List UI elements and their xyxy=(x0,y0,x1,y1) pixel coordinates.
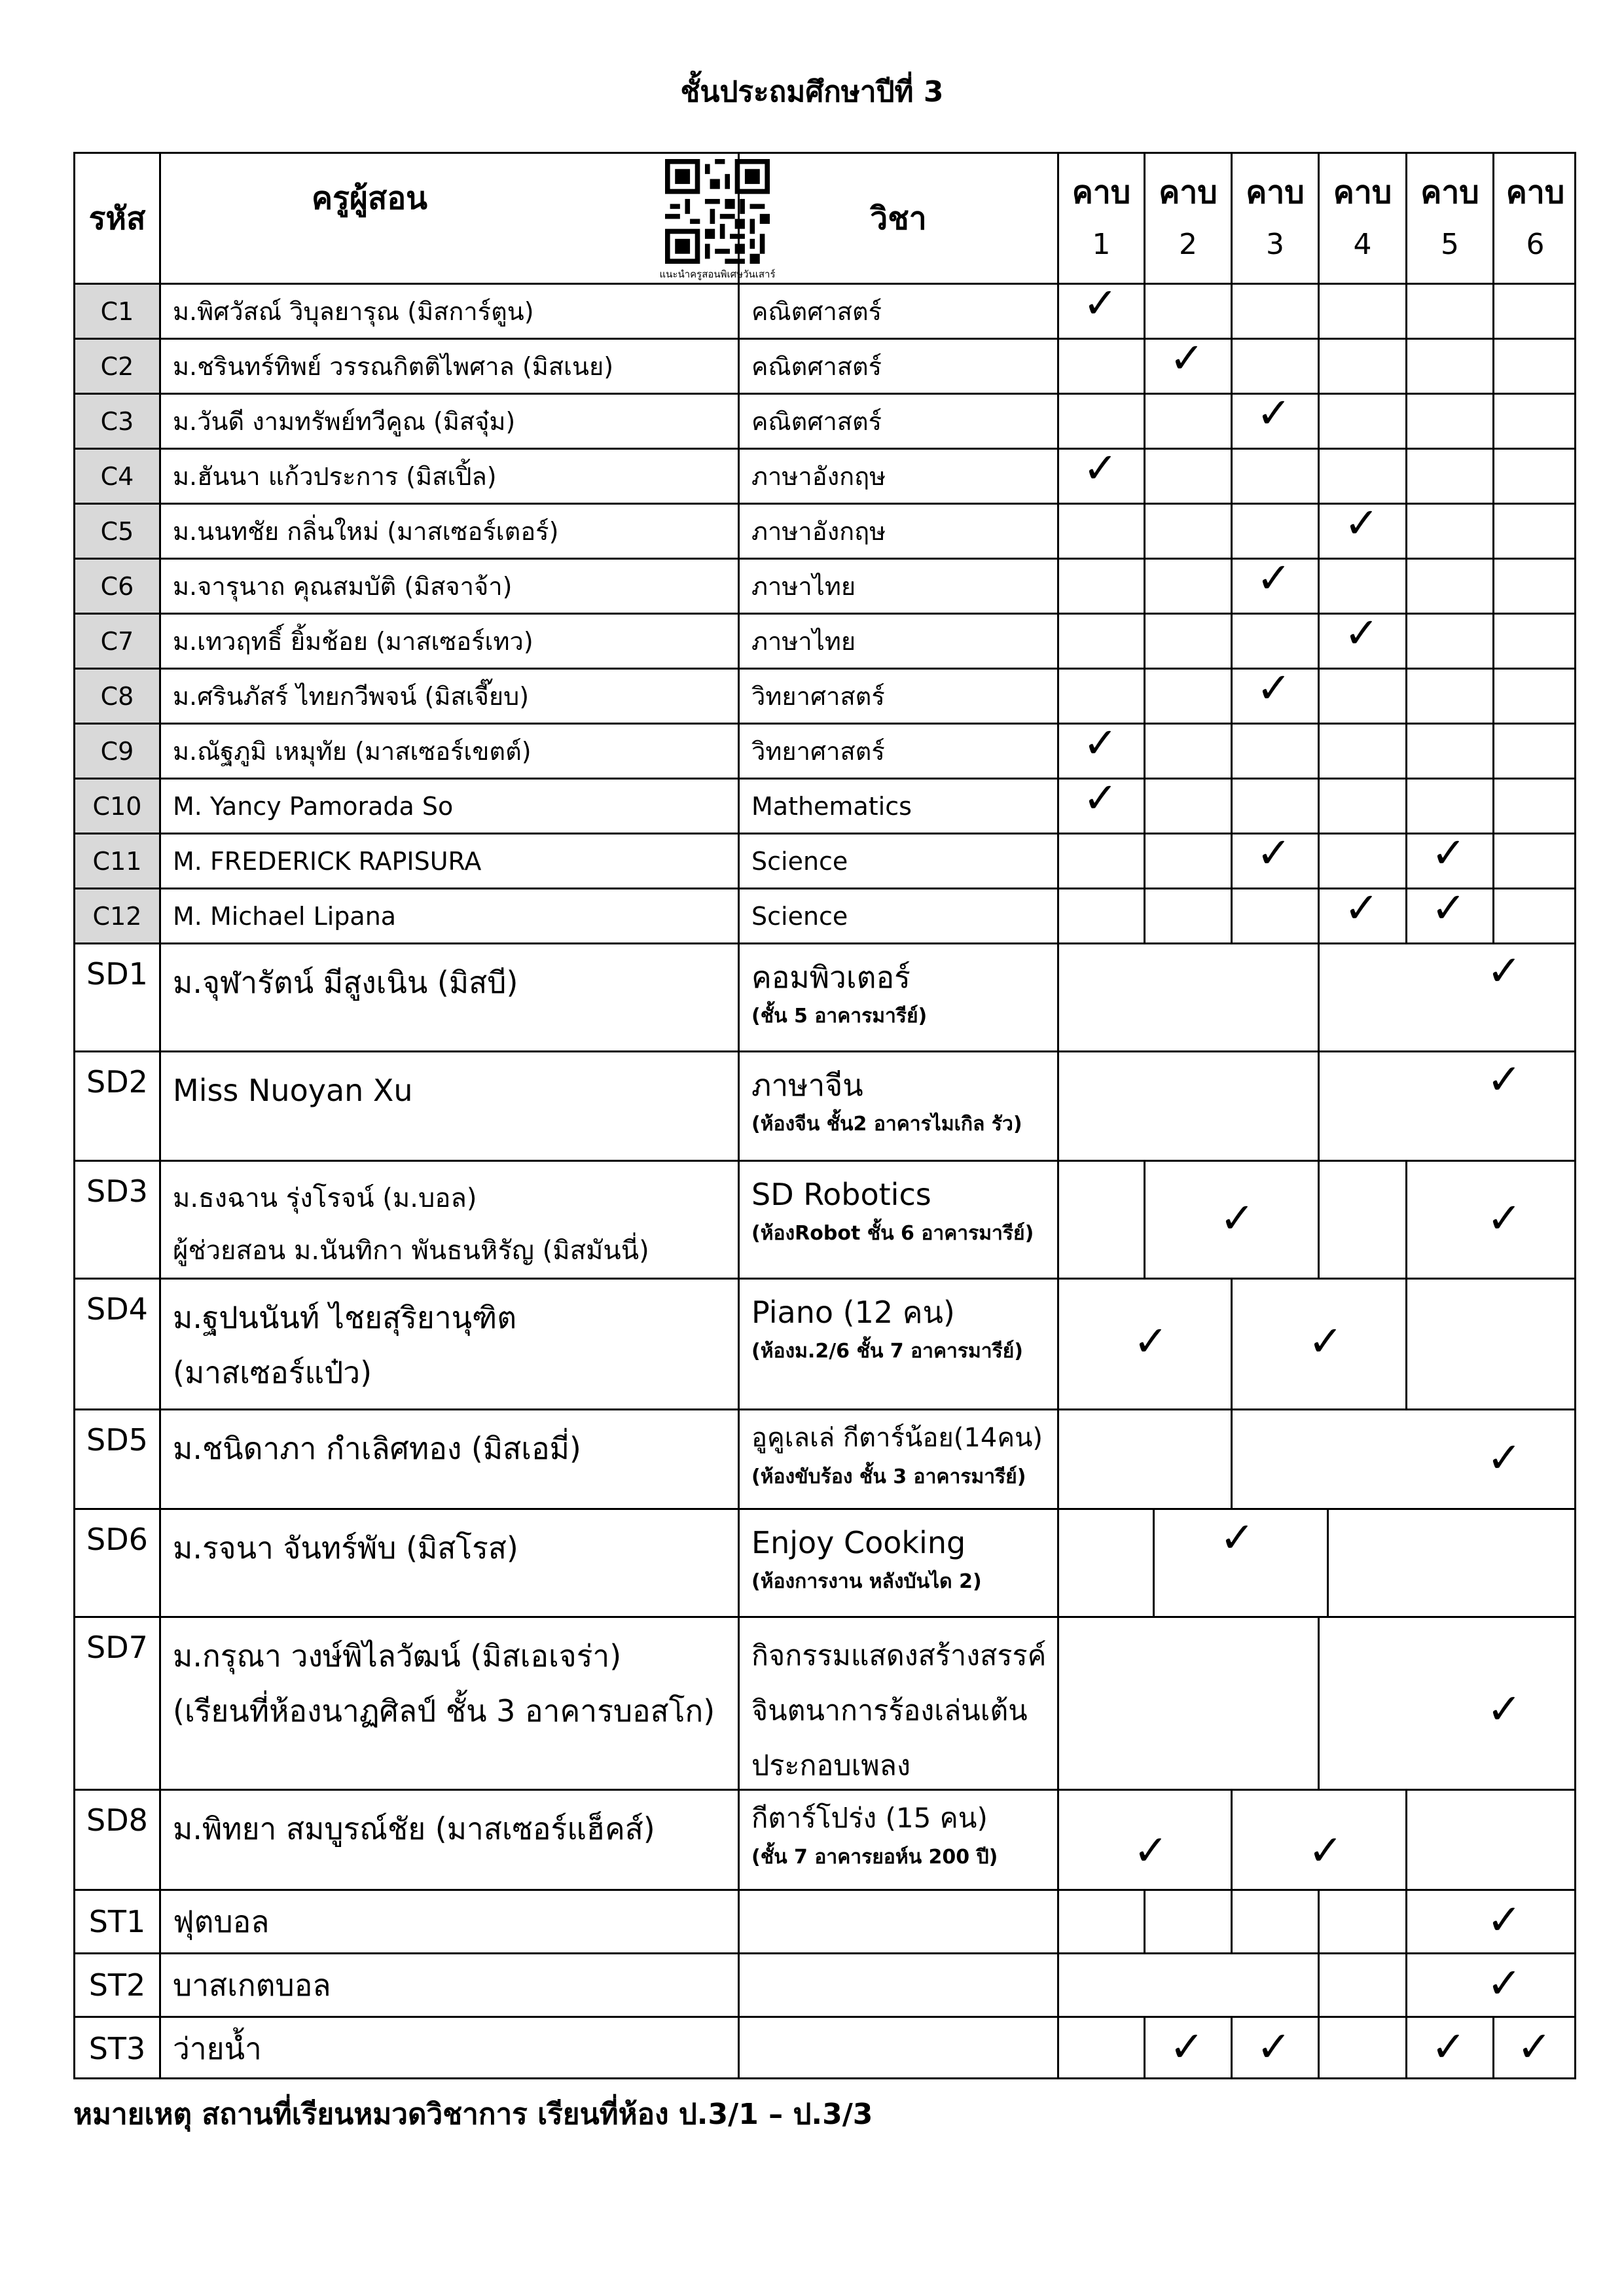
cell xyxy=(1144,1889,1231,1952)
row-code-c12: C12 xyxy=(73,888,159,942)
check-icon: ✓ xyxy=(1133,1318,1168,1366)
row-line xyxy=(1057,499,1576,558)
check-icon: ✓ xyxy=(1517,2023,1552,2072)
row-code-c3: C3 xyxy=(73,393,159,448)
row-subject-sd8: กีตาร์โปร่ง (15 คน) (ชั้น 7 อาคารยอห์น 200 ปี) xyxy=(738,1789,1057,1889)
row-code-c6: C6 xyxy=(73,558,159,613)
row-teacher-st2: บาสเกตบอล xyxy=(159,1952,738,2016)
row-subject-st2 xyxy=(738,1952,1057,2016)
check-icon: ✓ xyxy=(1308,1318,1343,1366)
header-period-6: คาบ 6 xyxy=(1492,152,1576,283)
row-teacher-sd7: ม.กรุณา วงษ์พิไลวัฒน์ (มิสเอเจร่า) (เรียนที่ห้องนาฏศิลป์ ชั้น 3 อาคารบอสโก) xyxy=(159,1616,738,1789)
row-code-c7: C7 xyxy=(73,613,159,668)
cell xyxy=(1057,2016,1144,2079)
header-period-3: คาบ 3 xyxy=(1231,152,1318,283)
row-subject-sd1: คอมพิวเตอร์ (ชั้น 5 อาคารมารีย์) xyxy=(738,942,1057,1050)
merged-period-1 xyxy=(1057,1508,1153,1616)
check-icon: ✓ xyxy=(1169,334,1204,383)
row-line xyxy=(1057,554,1576,613)
row-line xyxy=(1057,444,1576,503)
row-subject-c11: Science xyxy=(738,833,1057,888)
merged-period-4 xyxy=(1318,1160,1405,1278)
check-icon: ✓ xyxy=(1431,2023,1466,2072)
row-teacher-sd2: Miss Nuoyan Xu xyxy=(159,1050,738,1160)
row-teacher-c6: ม.จารุนาถ คุณสมบัติ (มิสจาจ้า) xyxy=(159,558,738,613)
row-teacher-sd8: ม.พิทยา สมบูรณ์ชัย (มาสเซอร์แฮ็คส์) xyxy=(159,1789,738,1889)
row-code-sd7: SD7 xyxy=(73,1616,159,1789)
row-subject-c5: ภาษาอังกฤษ xyxy=(738,503,1057,558)
check-icon: ✓ xyxy=(1256,389,1291,438)
row-teacher-st3: ว่ายน้ำ xyxy=(159,2016,738,2079)
schedule-table xyxy=(73,152,1576,2079)
row-subject-sd5: อูคูเลเล่ กีตาร์น้อย(14คน) (ห้องขับร้อง ชั้น 3 อาคารมารีย์) xyxy=(738,1408,1057,1508)
check-icon: ✓ xyxy=(1344,499,1379,548)
header-code: รหัส xyxy=(73,152,159,283)
check-icon: ✓ xyxy=(1083,719,1118,768)
row-teacher-c4: ม.ฮันนา แก้วประการ (มิสเปิ้ล) xyxy=(159,448,738,503)
merged-periods-1-3 xyxy=(1057,942,1318,1050)
row-subject-st3 xyxy=(738,2016,1057,2079)
row-code-c2: C2 xyxy=(73,338,159,393)
row-subject-c1: คณิตศาสตร์ xyxy=(738,283,1057,338)
merged-periods-3-6 xyxy=(1231,1408,1576,1508)
row-subject-sd3: SD Robotics (ห้องRobot ชั้น 6 อาคารมารีย์) xyxy=(738,1160,1057,1278)
merged-periods-5-6 xyxy=(1405,1789,1576,1889)
check-icon: ✓ xyxy=(1256,2023,1291,2072)
row-code-sd1: SD1 xyxy=(73,942,159,1050)
row-line xyxy=(1057,719,1576,778)
row-subject-sd7: กิจกรรมแสดงสร้างสรรค์ จินตนาการร้องเล่นเต้น ประกอบเพลง xyxy=(738,1616,1057,1789)
header-period-4: คาบ 4 xyxy=(1318,152,1405,283)
row-teacher-c7: ม.เทวฤทธิ์ ยิ้มช้อย (มาสเซอร์เทว) xyxy=(159,613,738,668)
row-subject-c6: ภาษาไทย xyxy=(738,558,1057,613)
row-code-sd4: SD4 xyxy=(73,1278,159,1408)
check-icon: ✓ xyxy=(1256,829,1291,878)
merged-periods-1-3 xyxy=(1057,1952,1318,2016)
cell xyxy=(1231,1889,1318,1952)
check-icon: ✓ xyxy=(1487,1434,1522,1482)
row-code-c10: C10 xyxy=(73,778,159,833)
header-teacher: ครูผู้สอน xyxy=(312,180,427,217)
row-line xyxy=(1057,334,1576,393)
cell xyxy=(1318,1889,1405,1952)
row-code-st2: ST2 xyxy=(73,1952,159,2016)
merged-periods-1-3 xyxy=(1057,1050,1318,1160)
row-code-c4: C4 xyxy=(73,448,159,503)
row-line xyxy=(1057,829,1576,888)
row-code-c9: C9 xyxy=(73,723,159,778)
check-icon: ✓ xyxy=(1219,1194,1255,1243)
check-icon: ✓ xyxy=(1487,1194,1522,1243)
row-subject-c9: วิทยาศาสตร์ xyxy=(738,723,1057,778)
check-icon: ✓ xyxy=(1083,279,1118,328)
row-teacher-c9: ม.ณัฐภูมิ เหมุทัย (มาสเซอร์เขตต์) xyxy=(159,723,738,778)
merged-periods-4-6 xyxy=(1318,1616,1576,1789)
header-period-1: คาบ 1 xyxy=(1057,152,1144,283)
row-subject-c3: คณิตศาสตร์ xyxy=(738,393,1057,448)
merged-periods-4-6 xyxy=(1327,1508,1576,1616)
row-teacher-sd4: ม.ฐปนนันท์ ไชยสุริยานุฑิต (มาสเซอร์แป๋ว) xyxy=(159,1278,738,1408)
merged-period-1 xyxy=(1057,1160,1144,1278)
merged-periods-4-6 xyxy=(1318,942,1576,1050)
row-code-st1: ST1 xyxy=(73,1889,159,1952)
row-code-sd6: SD6 xyxy=(73,1508,159,1616)
row-line xyxy=(1057,774,1576,833)
row-code-sd2: SD2 xyxy=(73,1050,159,1160)
header-period-2: คาบ 2 xyxy=(1144,152,1231,283)
row-subject-sd6: Enjoy Cooking (ห้องการงาน หลังบันได 2) xyxy=(738,1508,1057,1616)
merged-periods-4-6 xyxy=(1318,1050,1576,1160)
check-icon: ✓ xyxy=(1169,2023,1204,2072)
row-teacher-sd3: ม.ธงฉาน รุ่งโรจน์ (ม.บอล) ผู้ช่วยสอน ม.นันทิกา พันธนหิรัญ (มิสมันนี่) xyxy=(159,1160,738,1278)
row-subject-c12: Science xyxy=(738,888,1057,942)
header-subject: วิชา xyxy=(738,152,1057,283)
check-icon: ✓ xyxy=(1487,1685,1522,1734)
row-subject-st1 xyxy=(738,1889,1057,1952)
row-code-c5: C5 xyxy=(73,503,159,558)
row-subject-c7: ภาษาไทย xyxy=(738,613,1057,668)
check-icon: ✓ xyxy=(1219,1514,1255,1562)
check-icon: ✓ xyxy=(1344,609,1379,658)
row-subject-c2: คณิตศาสตร์ xyxy=(738,338,1057,393)
row-subject-sd2: ภาษาจีน (ห้องจีน ชั้น2 อาคารไมเกิล รัว) xyxy=(738,1050,1057,1160)
row-code-sd5: SD5 xyxy=(73,1408,159,1508)
row-subject-c10: Mathematics xyxy=(738,778,1057,833)
row-line xyxy=(1057,664,1576,723)
row-teacher-c5: ม.นนทชัย กลิ่นใหม่ (มาสเซอร์เตอร์) xyxy=(159,503,738,558)
row-teacher-c2: ม.ชรินทร์ทิพย์ วรรณกิตติไพศาล (มิสเนย) xyxy=(159,338,738,393)
header-period-5: คาบ 5 xyxy=(1405,152,1492,283)
row-teacher-sd5: ม.ชนิดาภา กำเลิศทอง (มิสเอมี่) xyxy=(159,1408,738,1508)
check-icon: ✓ xyxy=(1256,664,1291,713)
check-icon: ✓ xyxy=(1431,884,1466,933)
merged-periods-1-3 xyxy=(1057,1616,1318,1789)
row-code-c8: C8 xyxy=(73,668,159,723)
row-teacher-sd1: ม.จุฬารัตน์ มีสูงเนิน (มิสบี) xyxy=(159,942,738,1050)
header-teacher-cell xyxy=(159,152,776,283)
row-line xyxy=(1057,609,1576,668)
row-teacher-c3: ม.วันดี งามทรัพย์ทวีคูณ (มิสจุ๋ม) xyxy=(159,393,738,448)
row-code-sd3: SD3 xyxy=(73,1160,159,1278)
row-subject-sd4: Piano (12 คน) (ห้องม.2/6 ชั้น 7 อาคารมารีย์) xyxy=(738,1278,1057,1408)
page-title: ชั้นประถมศึกษาปีที่ 3 xyxy=(680,75,944,109)
check-icon: ✓ xyxy=(1487,1896,1522,1945)
merged-periods-1-2 xyxy=(1057,1408,1231,1508)
row-teacher-c1: ม.พิศวัสณ์ วิบุลยารุณ (มิสการ์ตูน) xyxy=(159,283,738,338)
row-teacher-st1: ฟุตบอล xyxy=(159,1889,738,1952)
check-icon: ✓ xyxy=(1344,884,1379,933)
check-icon: ✓ xyxy=(1487,1960,1522,2008)
check-icon: ✓ xyxy=(1083,444,1118,493)
row-teacher-c8: ม.ศรินภัสร์ ไทยกวีพจน์ (มิสเจี๊ยบ) xyxy=(159,668,738,723)
row-line xyxy=(1057,389,1576,448)
row-teacher-c11: M. FREDERICK RAPISURA xyxy=(159,833,738,888)
row-teacher-c10: M. Yancy Pamorada So xyxy=(159,778,738,833)
check-icon: ✓ xyxy=(1487,1056,1522,1104)
merged-periods-5-6 xyxy=(1405,1278,1576,1408)
check-icon: ✓ xyxy=(1083,774,1118,823)
cell xyxy=(1318,1952,1405,2016)
check-icon: ✓ xyxy=(1487,947,1522,996)
check-icon: ✓ xyxy=(1431,829,1466,878)
row-subject-c8: วิทยาศาสตร์ xyxy=(738,668,1057,723)
row-line xyxy=(1057,884,1576,942)
row-teacher-c12: M. Michael Lipana xyxy=(159,888,738,942)
row-code-c11: C11 xyxy=(73,833,159,888)
row-subject-c4: ภาษาอังกฤษ xyxy=(738,448,1057,503)
row-code-st3: ST3 xyxy=(73,2016,159,2079)
footnote: หมายเหตุ สถานที่เรียนหมวดวิชาการ เรียนที่ห้อง ป.3/1 – ป.3/3 xyxy=(73,2098,873,2131)
check-icon: ✓ xyxy=(1133,1827,1168,1875)
check-icon: ✓ xyxy=(1308,1827,1343,1875)
cell xyxy=(1057,1889,1144,1952)
row-teacher-sd6: ม.รจนา จันทร์พับ (มิสโรส) xyxy=(159,1508,738,1616)
row-code-c1: C1 xyxy=(73,283,159,338)
qr-caption: แนะนำครูสอนพิเศษวันเสาร์ xyxy=(659,268,776,280)
cell xyxy=(1318,2016,1405,2079)
row-code-sd8: SD8 xyxy=(73,1789,159,1889)
check-icon: ✓ xyxy=(1256,554,1291,603)
